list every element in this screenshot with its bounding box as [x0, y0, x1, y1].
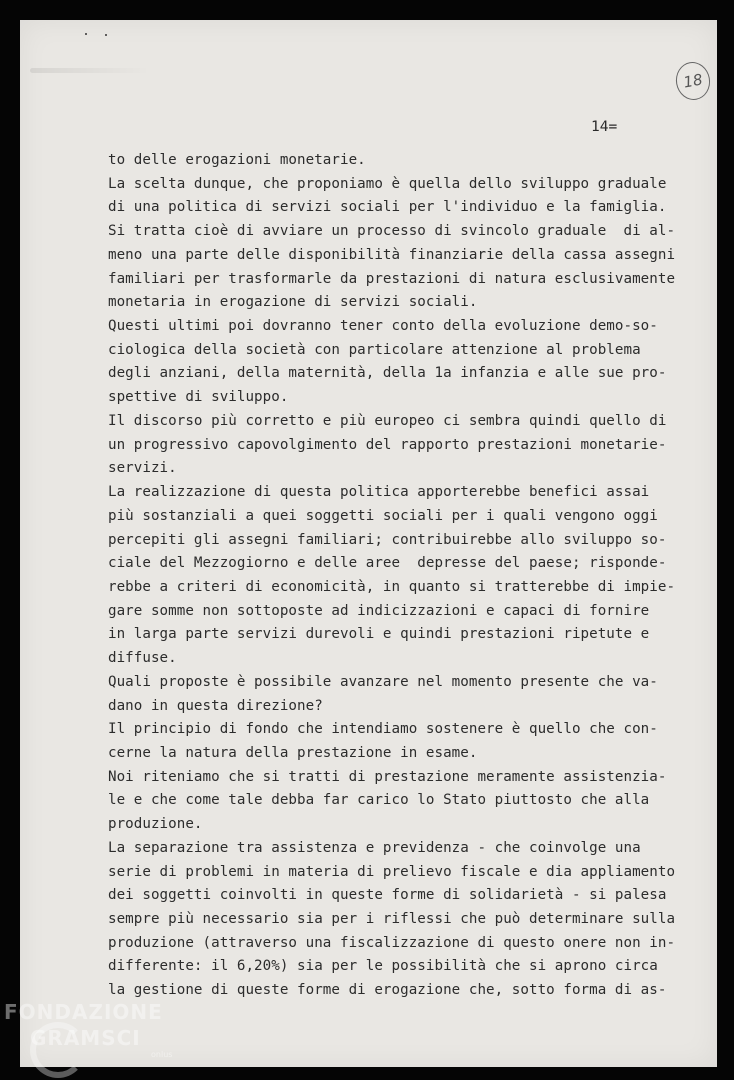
- text-line: familiari per trasformarle da prestazioni di natura esclusivamente: [108, 270, 676, 287]
- text-line: produzione.: [108, 816, 203, 833]
- text-line: serie di problemi in materia di prelievo fiscale e dia appliamento: [108, 863, 676, 880]
- text-line: La realizzazione di questa politica apporterebbe benefici assai: [108, 484, 650, 501]
- text-line: differente: il 6,20%) sia per le possibilità che si aprono circa: [108, 958, 658, 975]
- text-line: di una politica di servizi sociali per l'individuo e la famiglia.: [108, 199, 667, 216]
- watermark-line2: GRAMSCI: [30, 1026, 141, 1050]
- text-line: Questi ultimi poi dovranno tener conto della evoluzione demo-so-: [108, 318, 658, 335]
- text-line: servizi.: [108, 460, 177, 477]
- text-line: ciologica della società con particolare attenzione al problema: [108, 341, 641, 358]
- paper-stain: [30, 68, 150, 73]
- text-line: Quali proposte è possibile avanzare nel momento presente che va-: [108, 673, 658, 690]
- text-line: percepiti gli assegni familiari; contribuirebbe allo sviluppo so-: [108, 531, 667, 548]
- text-line: diffuse.: [108, 650, 177, 667]
- text-line: gare somme non sottoposte ad indicizzazioni e capaci di fornire: [108, 602, 650, 619]
- text-line: le e che come tale debba far carico lo Stato piuttosto che alla: [108, 792, 650, 809]
- text-line: un progressivo capovolgimento del rapporto prestazioni monetarie-: [108, 436, 667, 453]
- paper-speck: [105, 34, 107, 36]
- text-line: dano in questa direzione?: [108, 697, 323, 714]
- text-line: meno una parte delle disponibilità finanziarie della cassa assegni: [108, 246, 676, 263]
- typed-text-body: [108, 149, 676, 1003]
- text-line: la gestione di queste forme di erogazione che, sotto forma di as-: [108, 982, 667, 999]
- text-line: La scelta dunque, che proponiamo è quella dello sviluppo graduale: [108, 175, 667, 192]
- text-line: ciale del Mezzogiorno e delle aree depresse del paese; risponde-: [108, 555, 667, 572]
- text-line: Il discorso più corretto e più europeo ci sembra quindi quello di: [108, 412, 667, 429]
- text-line: Il principio di fondo che intendiamo sostenere è quello che con-: [108, 721, 658, 738]
- text-line: sempre più necessario sia per i riflessi che può determinare sulla: [108, 911, 676, 927]
- watermark-logo: [4, 1000, 173, 1059]
- text-line: Si tratta cioè di avviare un processo di svincolo graduale di al-: [108, 223, 676, 240]
- text-line: La separazione tra assistenza e previdenza - che coinvolge una: [108, 839, 641, 856]
- text-line: più sostanziali a quei soggetti sociali per i quali vengono oggi: [108, 507, 658, 524]
- text-line: degli anziani, della maternità, della 1a infanzia e alle sue pro-: [108, 365, 667, 382]
- watermark-suffix: onlus: [151, 1050, 173, 1059]
- text-line: monetaria in erogazione di servizi sociali.: [108, 294, 478, 311]
- text-line: produzione (attraverso una fiscalizzazione di questo onere non in-: [108, 934, 676, 951]
- page-number: 14=: [591, 119, 618, 135]
- text-line: cerne la natura della prestazione in esame.: [108, 744, 478, 761]
- text-line: to delle erogazioni monetarie.: [108, 152, 366, 168]
- folio-stamp: 18: [673, 59, 713, 102]
- text-line: Noi riteniamo che si tratti di prestazione meramente assistenzia-: [108, 768, 667, 785]
- text-line: dei soggetti coinvolti in queste forme di solidarietà - si palesa: [108, 887, 667, 904]
- watermark-line1: FONDAZIONE: [4, 1000, 163, 1024]
- text-line: rebbe a criteri di economicità, in quanto si tratterebbe di impie-: [108, 578, 676, 595]
- text-line: spettive di sviluppo.: [108, 389, 289, 406]
- paper-speck: [85, 33, 87, 35]
- text-line: in larga parte servizi durevoli e quindi prestazioni ripetute e: [108, 626, 650, 643]
